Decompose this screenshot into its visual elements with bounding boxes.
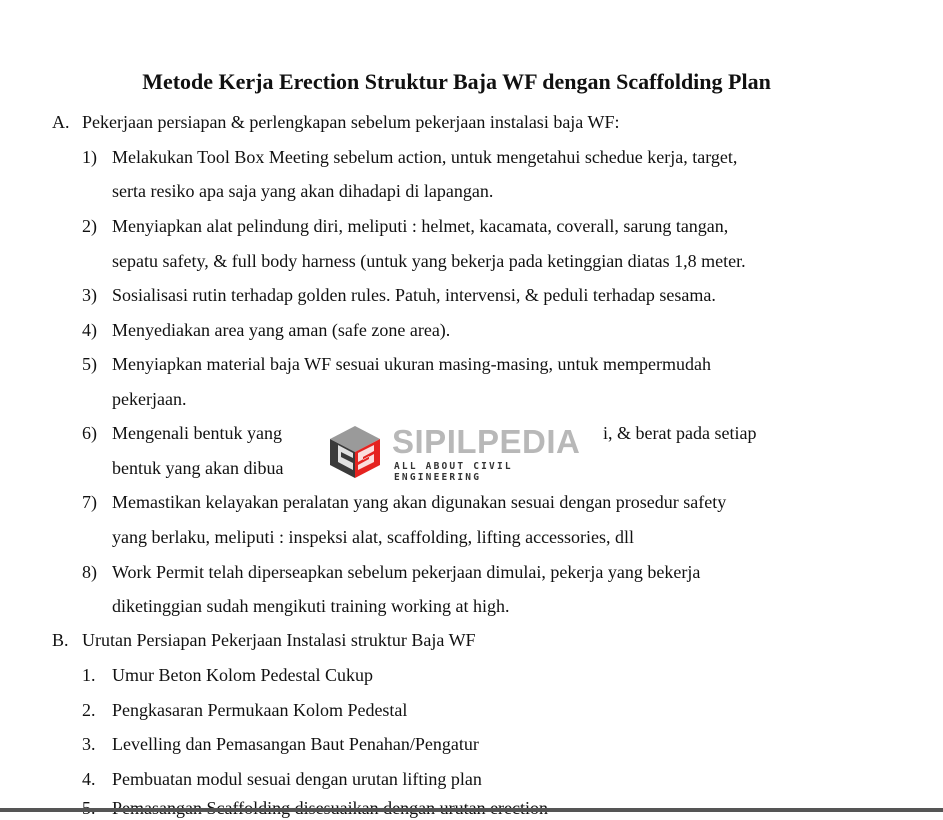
section-heading-text: Pekerjaan persiapan & perlengkapan sebelum pekerjaan instalasi baja WF: [82, 112, 620, 132]
list-item [82, 663, 373, 687]
list-item-number: 8) [82, 562, 97, 582]
list-item-text: Pembuatan modul sesuai dengan urutan lifting plan [112, 769, 482, 789]
list-item [82, 560, 700, 584]
list-item [82, 421, 282, 445]
list-item-text: Work Permit telah diperseapkan sebelum pekerjaan dimulai, pekerja yang bekerja [112, 562, 701, 582]
section-heading-text: Urutan Persiapan Pekerjaan Instalasi struktur Baja WF [82, 630, 476, 650]
list-item [82, 318, 450, 342]
list-item-number: 7) [82, 492, 97, 512]
section-label: B. [52, 630, 69, 650]
list-item-text: Mengenali bentuk yang [112, 423, 282, 443]
watermark-tagline: ALL ABOUT CIVIL ENGINEERING [394, 461, 513, 483]
list-item-text: Levelling dan Pemasangan Baut Penahan/Pengatur [112, 734, 479, 754]
list-item [82, 767, 482, 791]
section-b-heading [52, 628, 476, 652]
list-item-number: 1. [82, 665, 96, 685]
list-item-text: Pengkasaran Permukaan Kolom Pedestal [112, 700, 408, 720]
list-item-number: 3) [82, 285, 97, 305]
list-item-text: Menyiapkan material baja WF sesuai ukuran masing-masing, untuk mempermudah [112, 354, 712, 374]
list-item-continuation: pekerjaan. [112, 389, 187, 409]
list-item-text: Memastikan kelayakan peralatan yang akan digunakan sesuai dengan prosedur safety [112, 492, 727, 512]
watermark-brand: SIPILPEDIA [392, 423, 581, 460]
list-item-number: 4. [82, 769, 96, 789]
watermark-logo [302, 421, 602, 483]
sipilpedia-logo-icon [328, 425, 382, 479]
section-label: A. [52, 112, 70, 132]
list-item-number: 4) [82, 320, 97, 340]
list-item-text: Umur Beton Kolom Pedestal Cukup [112, 665, 373, 685]
section-a-heading [52, 110, 619, 134]
list-item-text-right: i, & berat pada setiap [603, 423, 757, 443]
list-item-continuation: diketinggian sudah mengikuti training working at high. [112, 596, 510, 616]
list-item-number: 1) [82, 147, 97, 167]
list-item-continuation: serta resiko apa saja yang akan dihadapi di lapangan. [112, 181, 494, 201]
list-item-text: Menyiapkan alat pelindung diri, meliputi : helmet, kacamata, coverall, sarung tangan, [112, 216, 729, 236]
list-item-number: 5) [82, 354, 97, 374]
list-item [82, 283, 716, 307]
page-bottom-border [0, 808, 943, 812]
list-item-number: 2) [82, 216, 97, 236]
list-item [82, 352, 711, 376]
list-item-text: Menyediakan area yang aman (safe zone area). [112, 320, 451, 340]
list-item-continuation: sepatu safety, & full body harness (untuk yang bekerja pada ketinggian diatas 1,8 meter. [112, 251, 746, 271]
list-item-number: 6) [82, 423, 97, 443]
list-item [82, 145, 737, 169]
page-title: Metode Kerja Erection Struktur Baja WF dengan Scaffolding Plan [142, 69, 771, 94]
list-item-number: 3. [82, 734, 96, 754]
list-item [82, 214, 728, 238]
list-item-continuation: bentuk yang akan dibua [112, 458, 284, 478]
list-item [82, 732, 479, 756]
list-item-continuation: yang berlaku, meliputi : inspeksi alat, scaffolding, lifting accessories, dll [112, 527, 635, 547]
list-item-text: Melakukan Tool Box Meeting sebelum action, untuk mengetahui schedue kerja, target, [112, 147, 738, 167]
list-item-number: 2. [82, 700, 96, 720]
list-item [82, 490, 726, 514]
list-item [82, 698, 407, 722]
cut-off-line [0, 800, 943, 808]
list-item-text: Sosialisasi rutin terhadap golden rules. Patuh, intervensi, & peduli terhadap sesama. [112, 285, 716, 305]
